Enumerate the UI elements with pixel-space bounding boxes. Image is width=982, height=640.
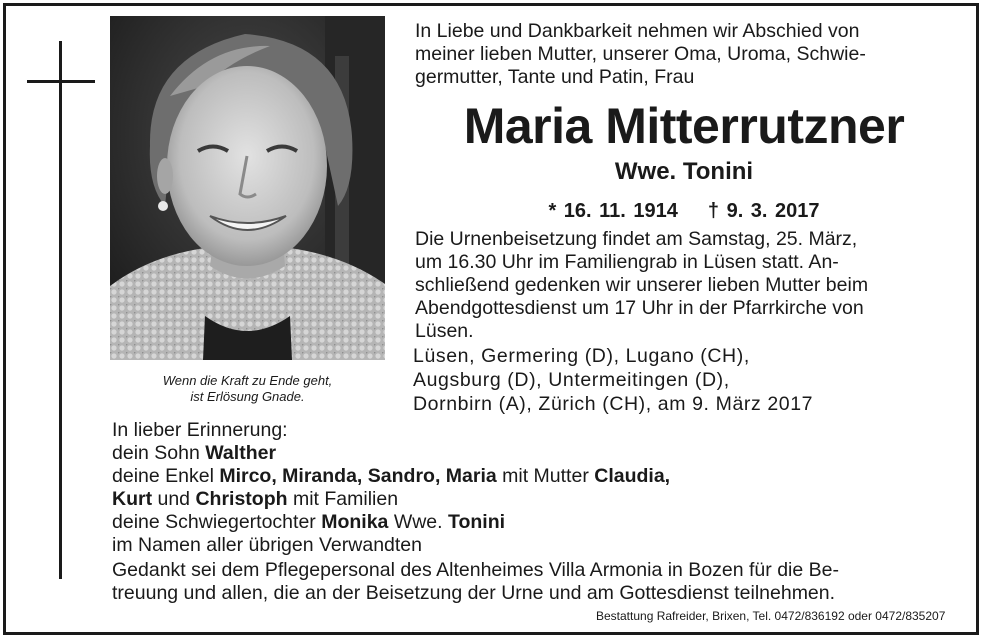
thanks-line: Gedankt sei dem Pflegepersonal des Altenheimes Villa Armonia in Bozen für die Be- [112, 559, 839, 581]
birth-date: * 16. 11. 1914 [548, 200, 678, 222]
death-date: † 9. 3. 2017 [707, 200, 820, 222]
portrait-photo [110, 16, 385, 360]
ceremony-line: Lüsen. [415, 320, 474, 342]
places-line: Lüsen, Germering (D), Lugano (CH), [413, 345, 750, 367]
motto-line: ist Erlösung Gnade. [190, 389, 305, 404]
thanks-line: treuung und allen, die an der Beisetzung der Urne und am Gottesdienst teilnehmen. [112, 582, 836, 604]
places-line: Augsburg (D), Untermeitingen (D), [413, 369, 730, 391]
memory-grandchildren-cont: Kurt und Christoph mit Familien [112, 488, 399, 510]
ceremony-line: um 16.30 Uhr im Familiengrab in Lüsen statt. An- [415, 251, 839, 273]
deceased-name: Maria Mitterrutzner [463, 98, 905, 154]
funeral-home-credit: Bestattung Rafreider, Brixen, Tel. 0472/836192 oder 0472/835207 [596, 609, 946, 623]
memory-son: dein Sohn Walther [112, 442, 277, 464]
deceased-widow-of: Wwe. Tonini [614, 158, 754, 185]
ceremony-line: Die Urnenbeisetzung findet am Samstag, 25. März, [415, 228, 858, 250]
memory-others: im Namen aller übrigen Verwandten [112, 534, 423, 556]
intro-line: In Liebe und Dankbarkeit nehmen wir Abschied von [415, 20, 860, 42]
places-line: Dornbirn (A), Zürich (CH), am 9. März 2017 [413, 393, 814, 415]
motto-line: Wenn die Kraft zu Ende geht, [162, 373, 333, 388]
motto-quote [110, 373, 385, 405]
ceremony-line: Abendgottesdienst um 17 Uhr in der Pfarrkirche von [415, 297, 864, 319]
intro-line: meiner lieben Mutter, unserer Oma, Uroma, Schwie- [415, 43, 866, 65]
life-dates [410, 199, 958, 223]
memory-daughter-in-law: deine Schwiegertochter Monika Wwe. Tonini [112, 511, 506, 533]
intro-line: germutter, Tante und Patin, Frau [415, 66, 695, 88]
memory-grandchildren: deine Enkel Mirco, Miranda, Sandro, Maria mit Mutter Claudia, [112, 465, 671, 487]
ceremony-line: schließend gedenken wir unserer lieben Mutter beim [415, 274, 869, 296]
memory-heading: In lieber Erinnerung: [112, 419, 288, 441]
